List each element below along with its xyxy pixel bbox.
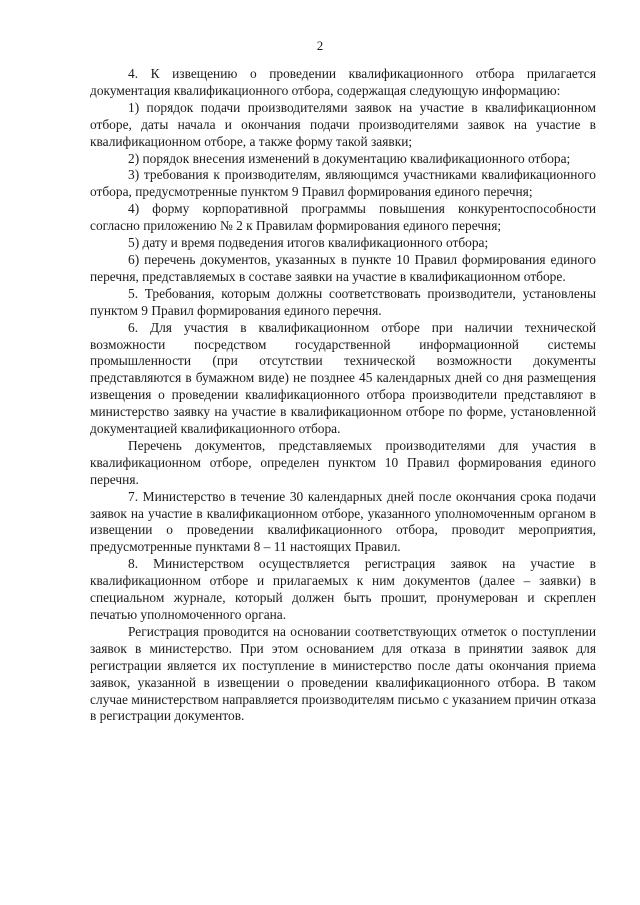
paragraph-item-6: 6. Для участия в квалификационном отборе при наличии технической возможности посредством государственной информационной системы промышленности (при отсутствии технической возможности документы представляются в бумажном виде) не позднее 45 календарных дней со дня размещения извещения о проведении квалификационного отбора производители представляют в министерство заявку на участие в квалификационном отборе по форме, установленной документацией квалификационного отбора. — [90, 319, 596, 437]
paragraph-subitem-5: 5) дату и время подведения итогов квалификационного отбора; — [128, 235, 489, 251]
paragraph-item-8: 8. Министерством осуществляется регистрация заявок на участие в квалификационном отборе и прилагаемых к ним документов (далее – заявки) в специальном журнале, который должен быть прошит, пронумерован и скреплен печатью уполномоченного органа. — [90, 556, 596, 622]
paragraph-subitem-4: 4) форму корпоративной программы повышения конкурентоспособности согласно приложению № 2 к Правилам формирования единого перечня; — [90, 201, 596, 234]
paragraph-subitem-3: 3) требования к производителям, являющимся участниками квалификационного отбора, предусмотренные пунктом 9 Правил формирования единого перечня; — [90, 167, 596, 200]
paragraph-item-6-continued: Перечень документов, представляемых производителями для участия в квалификационном отборе, определен пунктом 10 Правил формирования единого перечня. — [90, 437, 596, 487]
document-body — [90, 66, 596, 725]
paragraph-item-8-continued: Регистрация проводится на основании соответствующих отметок о поступлении заявок в министерство. При этом основанием для отказа в принятии заявок для регистрации является их поступление в министерство после даты окончания приема заявок, указанной в извещении о проведении квалификационного отбора. В таком случае министерством направляется производителям письмо с указанием причин отказа в регистрации документов. — [90, 623, 596, 724]
paragraph-subitem-2: 2) порядок внесения изменений в документацию квалификационного отбора; — [128, 150, 571, 166]
paragraph-item-7: 7. Министерство в течение 30 календарных дней после окончания срока подачи заявок на участие в квалификационном отборе, указанного уполномоченным органом в извещении о проведении квалификационного отбора, проводит мероприятия, предусмотренные пунктами 8 – 11 настоящих Правил. — [90, 488, 596, 555]
paragraph-item-5: 5. Требования, которым должны соответствовать производители, установлены пунктом 9 Правил формирования единого перечня. — [90, 285, 596, 318]
paragraph-item-4: 4. К извещению о проведении квалификационного отбора прилагается документация квалификационного отбора, содержащая следующую информацию: — [90, 66, 596, 98]
paragraph-subitem-1: 1) порядок подачи производителями заявок на участие в квалификационном отборе, даты начала и окончания подачи производителями заявок на участие в квалификационном отборе, а также форму такой заявки; — [90, 99, 596, 149]
paragraph-subitem-6: 6) перечень документов, указанных в пункте 10 Правил формирования единого перечня, представляемых в составе заявки на участие в квалификационном отборе. — [90, 251, 596, 284]
page-number: 2 — [316, 38, 324, 53]
